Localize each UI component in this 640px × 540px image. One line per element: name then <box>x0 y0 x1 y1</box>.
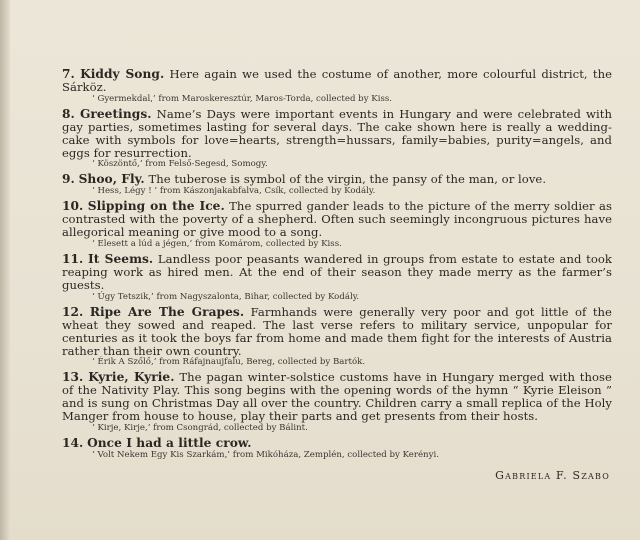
page-edge-shadow <box>0 0 10 540</box>
entry-title: Greetings. <box>79 106 152 121</box>
entry-item <box>62 200 612 250</box>
entry-paragraph <box>62 173 612 186</box>
entry-number: 13. <box>62 370 84 385</box>
entry-number: 14. <box>62 436 84 451</box>
entry-paragraph <box>62 437 612 450</box>
entry-title: It Seems. <box>88 252 154 267</box>
entry-number: 12. <box>62 304 84 319</box>
entry-item <box>62 173 612 197</box>
entry-source: ‘ Úgy Tetszik,’ from Nagyszalonta, Bihar, collected by Kodály. <box>92 291 360 302</box>
entry-number: 8. <box>62 106 75 121</box>
entry-paragraph <box>62 200 612 239</box>
entry-title: Ripe Are The Grapes. <box>89 304 245 319</box>
entry-description: The tuberose is symbol of the virgin, the pansy of the man, or love. <box>148 172 547 187</box>
entries-list <box>62 68 612 461</box>
entry-item <box>62 437 612 461</box>
entry-paragraph <box>62 68 612 94</box>
entry-item <box>62 68 612 105</box>
entry-number: 10. <box>62 199 84 214</box>
entry-number: 9. <box>62 172 75 187</box>
entry-item <box>62 253 612 303</box>
entry-description: Farmhands were generally very poor and got little of the wheat they sowed and reaped. The last verse refers to military service, unpopular for centuries as it took the boys far from home and made them fight for the interests of Austria rather than their own country. <box>62 304 612 358</box>
entry-title: Once I had a little crow. <box>87 436 252 451</box>
entry-source: ‘ Gyermekdal,’ from Maroskeresztúr, Maros-Torda, collected by Kiss. <box>92 93 392 104</box>
entry-source: ‘ Köszöntő,’ from Felső-Segesd, Somogy. <box>92 159 268 170</box>
entry-description: Name’s Days were important events in Hungary and were celebrated with gay parties, sometimes lasting for several days. The cake shown here is really a wedding-cake with symbols for love=hearts, strength=hussars, family=babies, purity=angels, and eggs for resurrection. <box>62 106 612 160</box>
entry-paragraph <box>62 253 612 292</box>
entry-source: ‘ Hess, Légy ! ’ from Kászonjakabfalva, Csík, collected by Kodály. <box>92 186 376 197</box>
entry-description: The spurred gander leads to the picture of the merry soldier as contrasted with the poverty of a shepherd. Often such seemingly incongruous pictures have allegorical meaning or give mood to a song. <box>62 199 612 240</box>
entry-title: Kiddy Song. <box>80 67 165 81</box>
entry-title: Shoo, Fly. <box>78 172 145 187</box>
entry-item <box>62 306 612 369</box>
entry-source: ‘ Kirje, Kirje,’ from Csongrád, collected by Bálint. <box>92 423 308 434</box>
entry-item <box>62 371 612 434</box>
entry-item <box>62 108 612 171</box>
entry-source: ‘ Elesett a lúd a jégen,’ from Komárom, collected by Kiss. <box>92 239 342 250</box>
entry-number: 11. <box>62 252 84 267</box>
entry-description: Here again we used the costume of another, more colourful district, the Sárköz. <box>62 67 612 94</box>
entry-source: ‘ Volt Nekem Egy Kis Szarkám,’ from Mikóháza, Zemplén, collected by Kerényi. <box>92 449 439 460</box>
entry-paragraph <box>62 306 612 358</box>
entry-paragraph <box>62 371 612 423</box>
entry-number: 7. <box>62 67 75 81</box>
entry-title: Kyrie, Kyrie. <box>88 370 175 385</box>
author-signature: Gabriela F. Szabo <box>495 468 610 482</box>
entry-description: The pagan winter-solstice customs have in Hungary merged with those of the Nativity Play. This song begins with the opening words of the hymn “ Kyrie Eleison ” and is sung on Christmas Day all over the country. Children carry a small replica of the Holy Manger from house to house, play their parts and get presents from their hosts. <box>62 370 612 424</box>
entry-description: Landless poor peasants wandered in groups from estate to estate and took reaping work as hired men. At the end of their season they made merry as the farmer’s guests. <box>62 252 612 292</box>
entry-source: ‘ Érik A Szőlő,’ from Ráfajnaujfalu, Bereg, collected by Bartók. <box>92 357 366 368</box>
entry-title: Slipping on the Ice. <box>87 199 225 214</box>
entry-paragraph <box>62 108 612 160</box>
